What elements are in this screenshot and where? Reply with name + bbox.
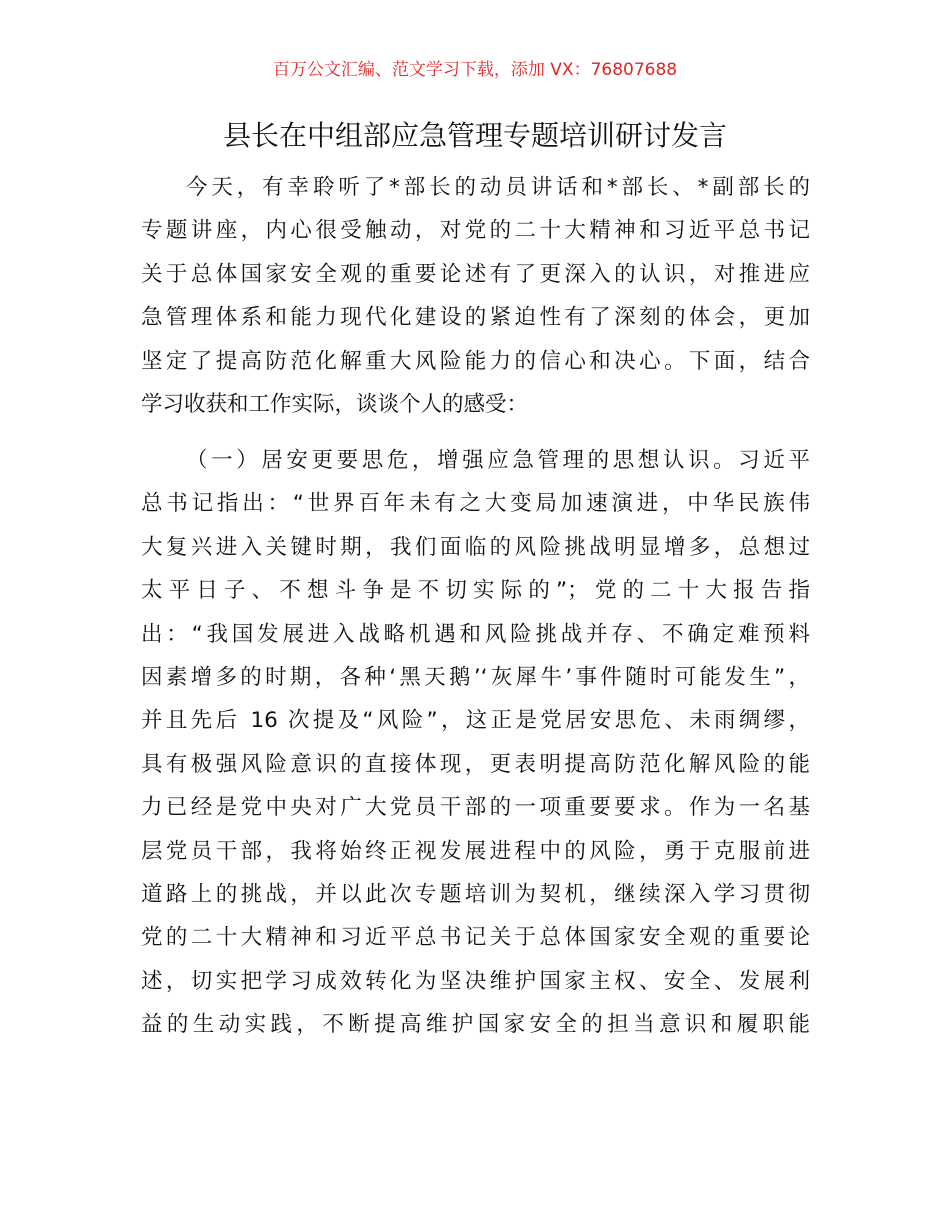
watermark-header: 百万公文汇编、范文学习下载，添加 VX：76807688 xyxy=(272,60,678,80)
text-line: 坚定了提高防范化解重大风险能力的信心和决心。下面，结合 xyxy=(141,348,810,374)
text-line: 力已经是党中央对广大党员干部的一项重要要求。作为一名基 xyxy=(141,795,810,821)
paragraph-intro xyxy=(141,166,810,426)
text-line: 因素增多的时期，各种‘黑天鹅’‘灰犀牛’事件随时可能发生”， xyxy=(141,664,810,690)
text-line: 太平日子、不想斗争是不切实际的”；党的二十大报告指 xyxy=(141,578,810,604)
text-line: 党的二十大精神和习近平总书记关于总体国家安全观的重要论 xyxy=(141,925,810,951)
text-line: 益的生动实践，不断提高维护国家安全的担当意识和履职能 xyxy=(141,1012,810,1038)
text-line: 并且先后 16 次提及“风险”，这正是党居安思危、未雨绸缪， xyxy=(141,708,810,734)
text-line: 关于总体国家安全观的重要论述有了更深入的认识，对推进应 xyxy=(141,261,810,287)
text-line: 具有极强风险意识的直接体现，更表明提高防范化解风险的能 xyxy=(141,751,810,777)
text-line: 层党员干部，我将始终正视发展进程中的风险，勇于克服前进 xyxy=(141,838,810,864)
text-line: 述，切实把学习成效转化为坚决维护国家主权、安全、发展利 xyxy=(141,968,810,994)
text-line: 今天，有幸聆听了*部长的动员讲话和*部长、*副部长的 xyxy=(186,175,810,200)
document-title: 县长在中组部应急管理专题培训研讨发言 xyxy=(222,119,727,152)
text-line: 专题讲座，内心很受触动，对党的二十大精神和习近平总书记 xyxy=(141,218,810,244)
text-line: 道路上的挑战，并以此次专题培训为契机，继续深入学习贯彻 xyxy=(141,881,810,907)
text-line: （一）居安更要思危，增强应急管理的思想认识。习近平 xyxy=(186,448,810,473)
text-line: 大复兴进入关键时期，我们面临的风险挑战明显增多，总想过 xyxy=(141,534,810,560)
text-line: 总书记指出：“世界百年未有之大变局加速演进，中华民族伟 xyxy=(141,491,810,517)
text-line: 急管理体系和能力现代化建设的紧迫性有了深刻的体会，更加 xyxy=(141,305,810,331)
text-line: 学习收获和工作实际，谈谈个人的感受： xyxy=(141,391,529,417)
paragraph-section-1 xyxy=(141,439,810,1046)
text-line: 出：“我国发展进入战略机遇和风险挑战并存、不确定难预料 xyxy=(141,621,810,647)
